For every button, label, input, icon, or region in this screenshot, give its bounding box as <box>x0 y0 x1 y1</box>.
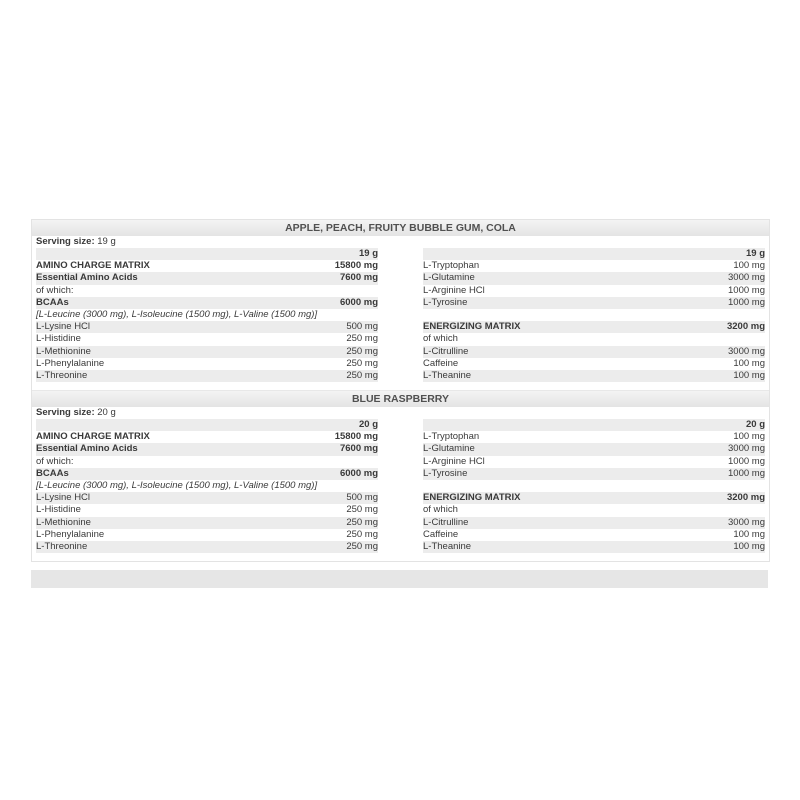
nutrient-row <box>423 248 765 260</box>
nutrient-row <box>36 529 378 541</box>
nutrient-name: L-Methionine <box>36 516 91 528</box>
nutrient-amount: 7600 mg <box>339 443 378 455</box>
serving-size-value: 20 g <box>97 407 116 419</box>
nutrient-row <box>423 333 765 345</box>
nutrient-amount: 6000 mg <box>339 296 378 308</box>
nutrient-row <box>423 309 765 321</box>
nutrient-row <box>423 431 765 443</box>
nutrient-name: L-Histidine <box>36 504 81 516</box>
nutrient-name: Caffeine <box>423 528 459 540</box>
nutrient-row <box>36 456 378 468</box>
nutrient-amount: 3000 mg <box>728 272 765 284</box>
nutrient-amount: 3200 mg <box>726 321 765 333</box>
nutrient-name: L-Tyrosine <box>423 467 468 479</box>
nutrient-row <box>36 517 378 529</box>
nutrient-row <box>36 309 378 321</box>
serving-size <box>36 407 765 419</box>
serving-size-value: 19 g <box>97 236 116 247</box>
nutrient-row <box>423 346 765 358</box>
nutrient-amount: 15800 mg <box>334 431 378 443</box>
nutrient-amount: 15800 mg <box>334 260 378 272</box>
nutrient-row <box>423 285 765 297</box>
nutrient-row <box>423 272 765 284</box>
nutrient-name: L-Tyrosine <box>423 296 468 308</box>
nutrient-column-left <box>36 419 378 553</box>
nutrient-name: L-Methionine <box>36 345 91 357</box>
nutrient-grid <box>36 419 765 553</box>
nutrient-name: L-Lysine HCl <box>36 492 91 504</box>
nutrient-amount: 19 g <box>745 248 765 259</box>
nutrient-name: L-Threonine <box>36 369 88 381</box>
nutrient-amount: 1000 mg <box>728 455 765 467</box>
nutrient-name: [L-Leucine (3000 mg), L-Isoleucine (1500 mg), L-Valine (1500 mg)] <box>36 480 318 491</box>
nutrient-name: of which: <box>36 284 74 296</box>
nutrient-name: of which <box>423 333 458 345</box>
nutrient-row <box>36 541 378 553</box>
nutrient-name: L-Tryptophan <box>423 431 480 443</box>
nutrient-amount: 250 mg <box>346 369 378 381</box>
nutrient-amount: 100 mg <box>733 369 765 381</box>
nutrient-row <box>423 419 765 431</box>
nutrient-row <box>423 480 765 492</box>
nutrient-amount: 100 mg <box>733 540 765 552</box>
nutrient-column-left <box>36 248 378 382</box>
nutrient-amount: 7600 mg <box>339 272 378 284</box>
nutrient-name: L-Glutamine <box>423 443 475 455</box>
nutrient-row <box>423 358 765 370</box>
nutrient-row <box>423 517 765 529</box>
nutrient-name: L-Tryptophan <box>423 260 480 272</box>
nutrient-amount: 250 mg <box>346 504 378 516</box>
footer-bar <box>31 570 768 588</box>
nutrient-row <box>36 248 378 260</box>
nutrient-name: Essential Amino Acids <box>36 443 138 455</box>
nutrient-name: L-Threonine <box>36 540 88 552</box>
nutrient-row <box>36 419 378 431</box>
nutrient-name: BCAAs <box>36 467 69 479</box>
nutrient-row <box>423 541 765 553</box>
nutrient-name: Essential Amino Acids <box>36 272 138 284</box>
nutrient-row <box>36 285 378 297</box>
nutrient-name: L-Arginine HCl <box>423 455 485 467</box>
nutrient-amount: 100 mg <box>733 260 765 272</box>
nutrient-amount: 19 g <box>358 248 378 259</box>
nutrient-column-right <box>423 248 765 382</box>
nutrient-name: L-Histidine <box>36 333 81 345</box>
nutrient-row <box>36 492 378 504</box>
nutrient-name: L-Phenylalanine <box>36 357 105 369</box>
nutrient-row <box>423 443 765 455</box>
nutrient-row <box>423 321 765 333</box>
nutrition-facts-table <box>31 219 770 562</box>
nutrient-amount: 250 mg <box>346 528 378 540</box>
serving-size <box>36 236 765 248</box>
nutrient-amount: 100 mg <box>733 431 765 443</box>
nutrient-row <box>36 370 378 382</box>
nutrient-row <box>423 529 765 541</box>
nutrient-name: L-Arginine HCl <box>423 284 485 296</box>
nutrient-amount: 3000 mg <box>728 516 765 528</box>
nutrient-row <box>36 333 378 345</box>
nutrient-amount: 250 mg <box>346 333 378 345</box>
nutrient-name: Caffeine <box>423 357 459 369</box>
serving-size-label: Serving size: <box>36 407 95 419</box>
nutrient-row <box>36 321 378 333</box>
nutrient-row <box>36 443 378 455</box>
nutrient-row <box>36 260 378 272</box>
nutrient-name: BCAAs <box>36 296 69 308</box>
nutrient-row <box>423 297 765 309</box>
nutrient-amount: 20 g <box>745 419 765 431</box>
nutrient-name: of which <box>423 504 458 516</box>
nutrient-row <box>36 468 378 480</box>
nutrient-amount: 1000 mg <box>728 296 765 308</box>
nutrient-amount: 500 mg <box>346 321 378 333</box>
nutrient-row <box>36 504 378 516</box>
nutrient-row <box>36 358 378 370</box>
nutrient-row <box>423 370 765 382</box>
nutrient-row <box>36 272 378 284</box>
nutrient-name: of which: <box>36 455 74 467</box>
nutrient-name: L-Lysine HCl <box>36 321 91 333</box>
nutrient-amount: 1000 mg <box>728 467 765 479</box>
flavor-section <box>32 220 769 390</box>
nutrient-row <box>423 504 765 516</box>
nutrient-name: AMINO CHARGE MATRIX <box>36 260 150 272</box>
nutrient-row <box>36 431 378 443</box>
nutrient-amount: 3200 mg <box>726 492 765 504</box>
nutrient-amount: 100 mg <box>733 357 765 369</box>
nutrient-row <box>423 492 765 504</box>
nutrient-grid <box>36 248 765 382</box>
nutrient-amount: 250 mg <box>346 540 378 552</box>
flavor-title: BLUE RASPBERRY <box>32 391 769 407</box>
nutrient-amount: 100 mg <box>733 528 765 540</box>
serving-size-label: Serving size: <box>36 236 95 247</box>
flavor-section <box>32 390 769 561</box>
nutrient-row <box>423 456 765 468</box>
nutrient-amount: 250 mg <box>346 357 378 369</box>
flavor-title: APPLE, PEACH, FRUITY BUBBLE GUM, COLA <box>32 220 769 236</box>
nutrient-name: L-Citrulline <box>423 516 469 528</box>
nutrient-row <box>423 468 765 480</box>
nutrient-row <box>36 346 378 358</box>
nutrient-amount: 1000 mg <box>728 284 765 296</box>
nutrient-name: AMINO CHARGE MATRIX <box>36 431 150 443</box>
nutrient-amount: 3000 mg <box>728 443 765 455</box>
nutrient-row <box>423 260 765 272</box>
nutrient-amount: 500 mg <box>346 492 378 504</box>
nutrient-name: L-Theanine <box>423 540 472 552</box>
nutrient-amount: 250 mg <box>346 516 378 528</box>
nutrient-name: L-Citrulline <box>423 345 469 357</box>
nutrient-name: ENERGIZING MATRIX <box>423 321 521 333</box>
nutrient-name: ENERGIZING MATRIX <box>423 492 521 504</box>
nutrient-row <box>36 297 378 309</box>
nutrient-amount: 6000 mg <box>339 467 378 479</box>
nutrient-row <box>36 480 378 492</box>
nutrient-name: [L-Leucine (3000 mg), L-Isoleucine (1500 mg), L-Valine (1500 mg)] <box>36 308 318 320</box>
nutrient-amount: 250 mg <box>346 345 378 357</box>
nutrient-name: L-Theanine <box>423 369 472 381</box>
nutrient-amount: 3000 mg <box>728 345 765 357</box>
nutrient-column-right <box>423 419 765 553</box>
nutrient-name: L-Phenylalanine <box>36 528 105 540</box>
nutrient-name: L-Glutamine <box>423 272 475 284</box>
nutrient-amount: 20 g <box>358 419 378 431</box>
